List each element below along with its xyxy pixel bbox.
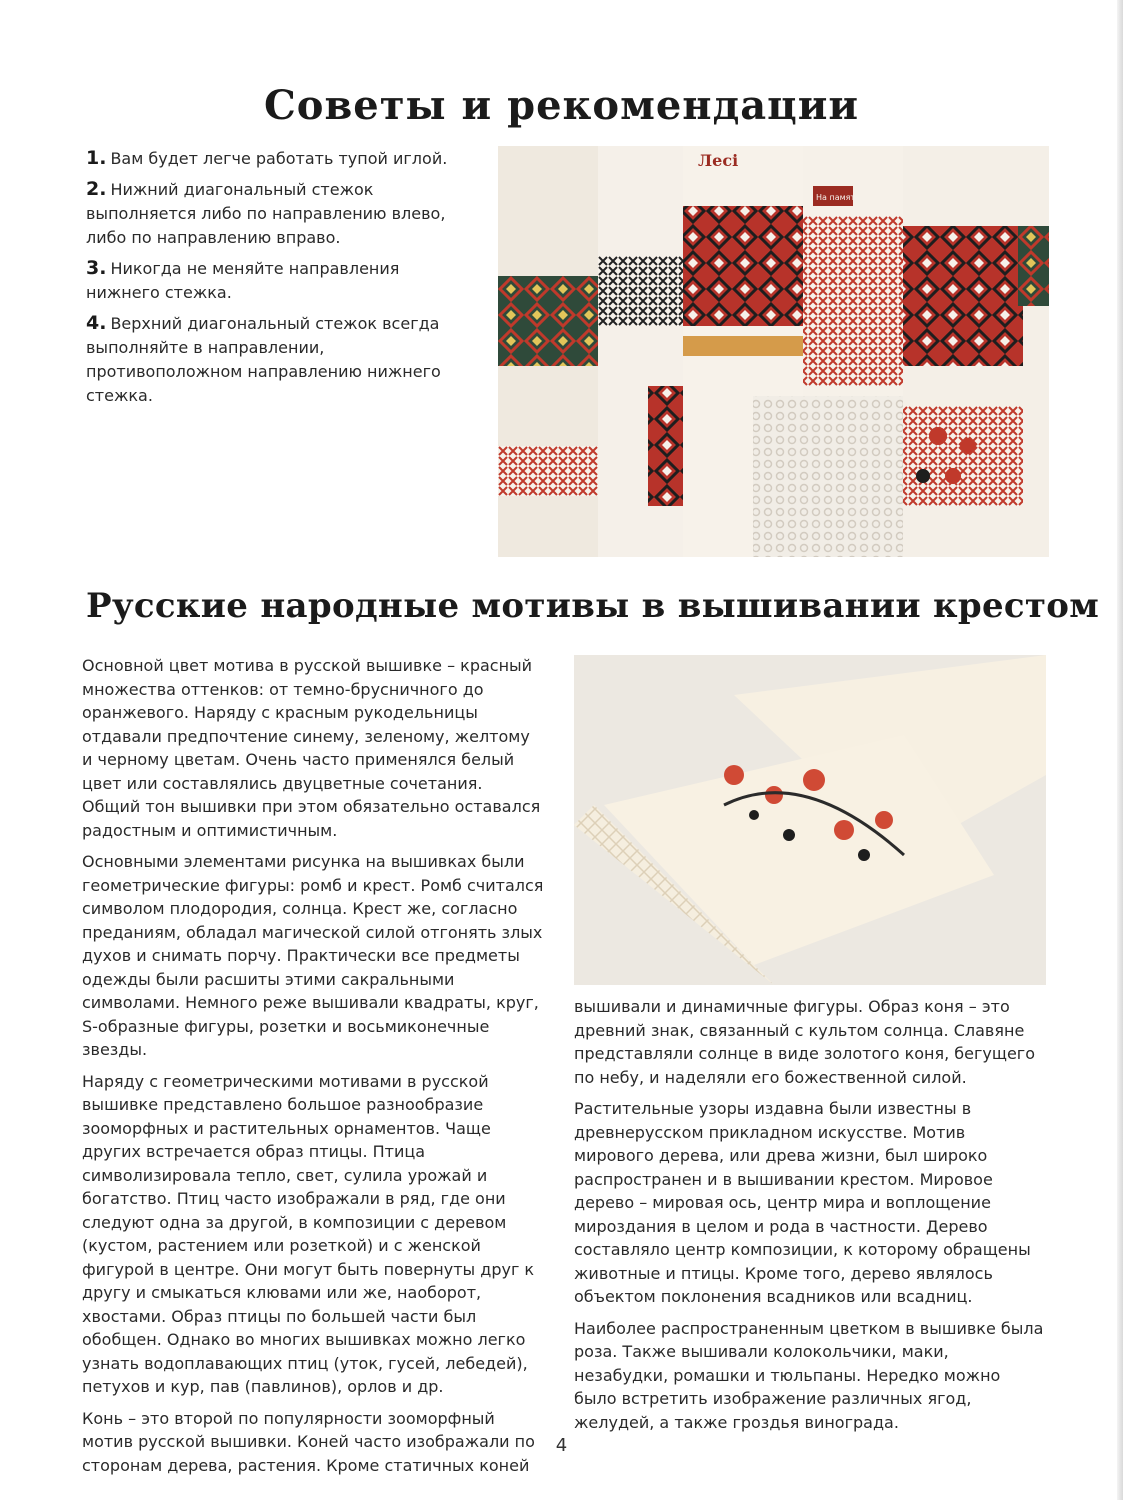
motifs-title: Русские народные мотивы в вышивании крестом [86,586,1100,626]
tip-number: 4. [86,312,107,334]
tip-number: 1. [86,147,107,169]
left-column [82,654,544,1485]
tips-list [86,146,476,414]
tip-number: 3. [86,257,107,279]
towels-illustration [498,146,1049,557]
embroidered-towels-photo [498,146,1049,557]
floral-towel-illustration [574,655,1046,985]
page-edge-shadow [1117,0,1123,1500]
paragraph: вышивали и динамичные фигуры. Образ коня – это древний знак, связанный с культом солнца. Славяне представляли солнце в виде золотого коня, бегущего по небу, и наделяли его божественной силой. [574,997,1035,1087]
tip-item [86,146,476,171]
tip-text: Вам будет легче работать тупой иглой. [110,149,448,168]
tips-title: Советы и рекомендации [263,82,860,129]
tip-item [86,256,476,305]
tip-text: Верхний диагональный стежок всегда выполняйте в направлении, противоположном направлению нижнего стежка. [86,314,441,405]
right-column [574,995,1044,1442]
floral-towel-photo [574,655,1046,985]
tip-item [86,177,476,250]
page-number: 4 [555,1435,568,1456]
paragraph: Растительные узоры издавна были известны в древнерусском прикладном искусстве. Мотив мирового дерева, или древа жизни, был широко распространен и в вышивании крестом. Мировое дерево – мировая ось, центр мира и воплощение мироздания в целом и рода в частности. Дерево составляло центр композиции, к которому обращены животные и птицы. Кроме того, дерево являлось объектом поклонения всадников или всадниц. [574,1099,1031,1306]
paragraph: Основными элементами рисунка на вышивках были геометрические фигуры: ромб и крест. Ромб считался символом плодородия, солнца. Крест же, согласно преданиям, обладал магической силой отгонять злых духов и снимать порчу. Практически все предметы одежды были расшиты этими сакральными символами. Немного реже вышивали квадраты, круг, S-образные фигуры, розетки и восьмиконечные звезды. [82,852,544,1059]
paragraph: Наряду с геометрическими мотивами в русской вышивке представлено большое разнообразие зооморфных и растительных орнаментов. Чаще других встречается образ птицы. Птица символизировала тепло, свет, сулила урожай и богатство. Птиц часто изображали в ряд, где они следуют одна за другой, в композиции с деревом (кустом, растением или розеткой) и с женской фигурой в центре. Они могут быть повернуты друг к другу и смыкаться клювами или же, наоборот, хвостами. Образ птицы по большей части был обобщен. Однако во многих вышивках можно легко узнать водоплавающих птиц (уток, гусей, лебедей), петухов и кур, пав (павлинов), орлов и др. [82,1071,535,1396]
paragraph: Конь – это второй по популярности зооморфный мотив русской вышивки. Коней часто изображали по сторонам дерева, растения. Кроме статичных коней [82,1408,535,1475]
paragraph: Наиболее распространенным цветком в вышивке была роза. Также вышивали колокольчики, маки, незабудки, ромашки и тюльпаны. Нередко можно было встретить изображение различных ягод, желудей, а также гроздья винограда. [574,1318,1044,1432]
paragraph: Основной цвет мотива в русской вышивке – красный множества оттенков: от темно-брусничного до оранжевого. Наряду с красным рукодельницы отдавали предпочтение синему, зеленому, желтому и черному цветам. Очень часто применялся белый цвет или составлялись двуцветные сочетания. Общий тон вышивки при этом обязательно оставался радостным и оптимистичным. [82,656,541,840]
tip-text: Никогда не меняйте направления нижнего стежка. [86,259,400,302]
tip-number: 2. [86,178,107,200]
towel-tag-label: На память [816,193,860,202]
towel-label-lesi: Лесі [698,151,739,170]
tip-item [86,311,476,408]
tip-text: Нижний диагональный стежок выполняется либо по направлению влево, либо по направлению вправо. [86,180,446,247]
